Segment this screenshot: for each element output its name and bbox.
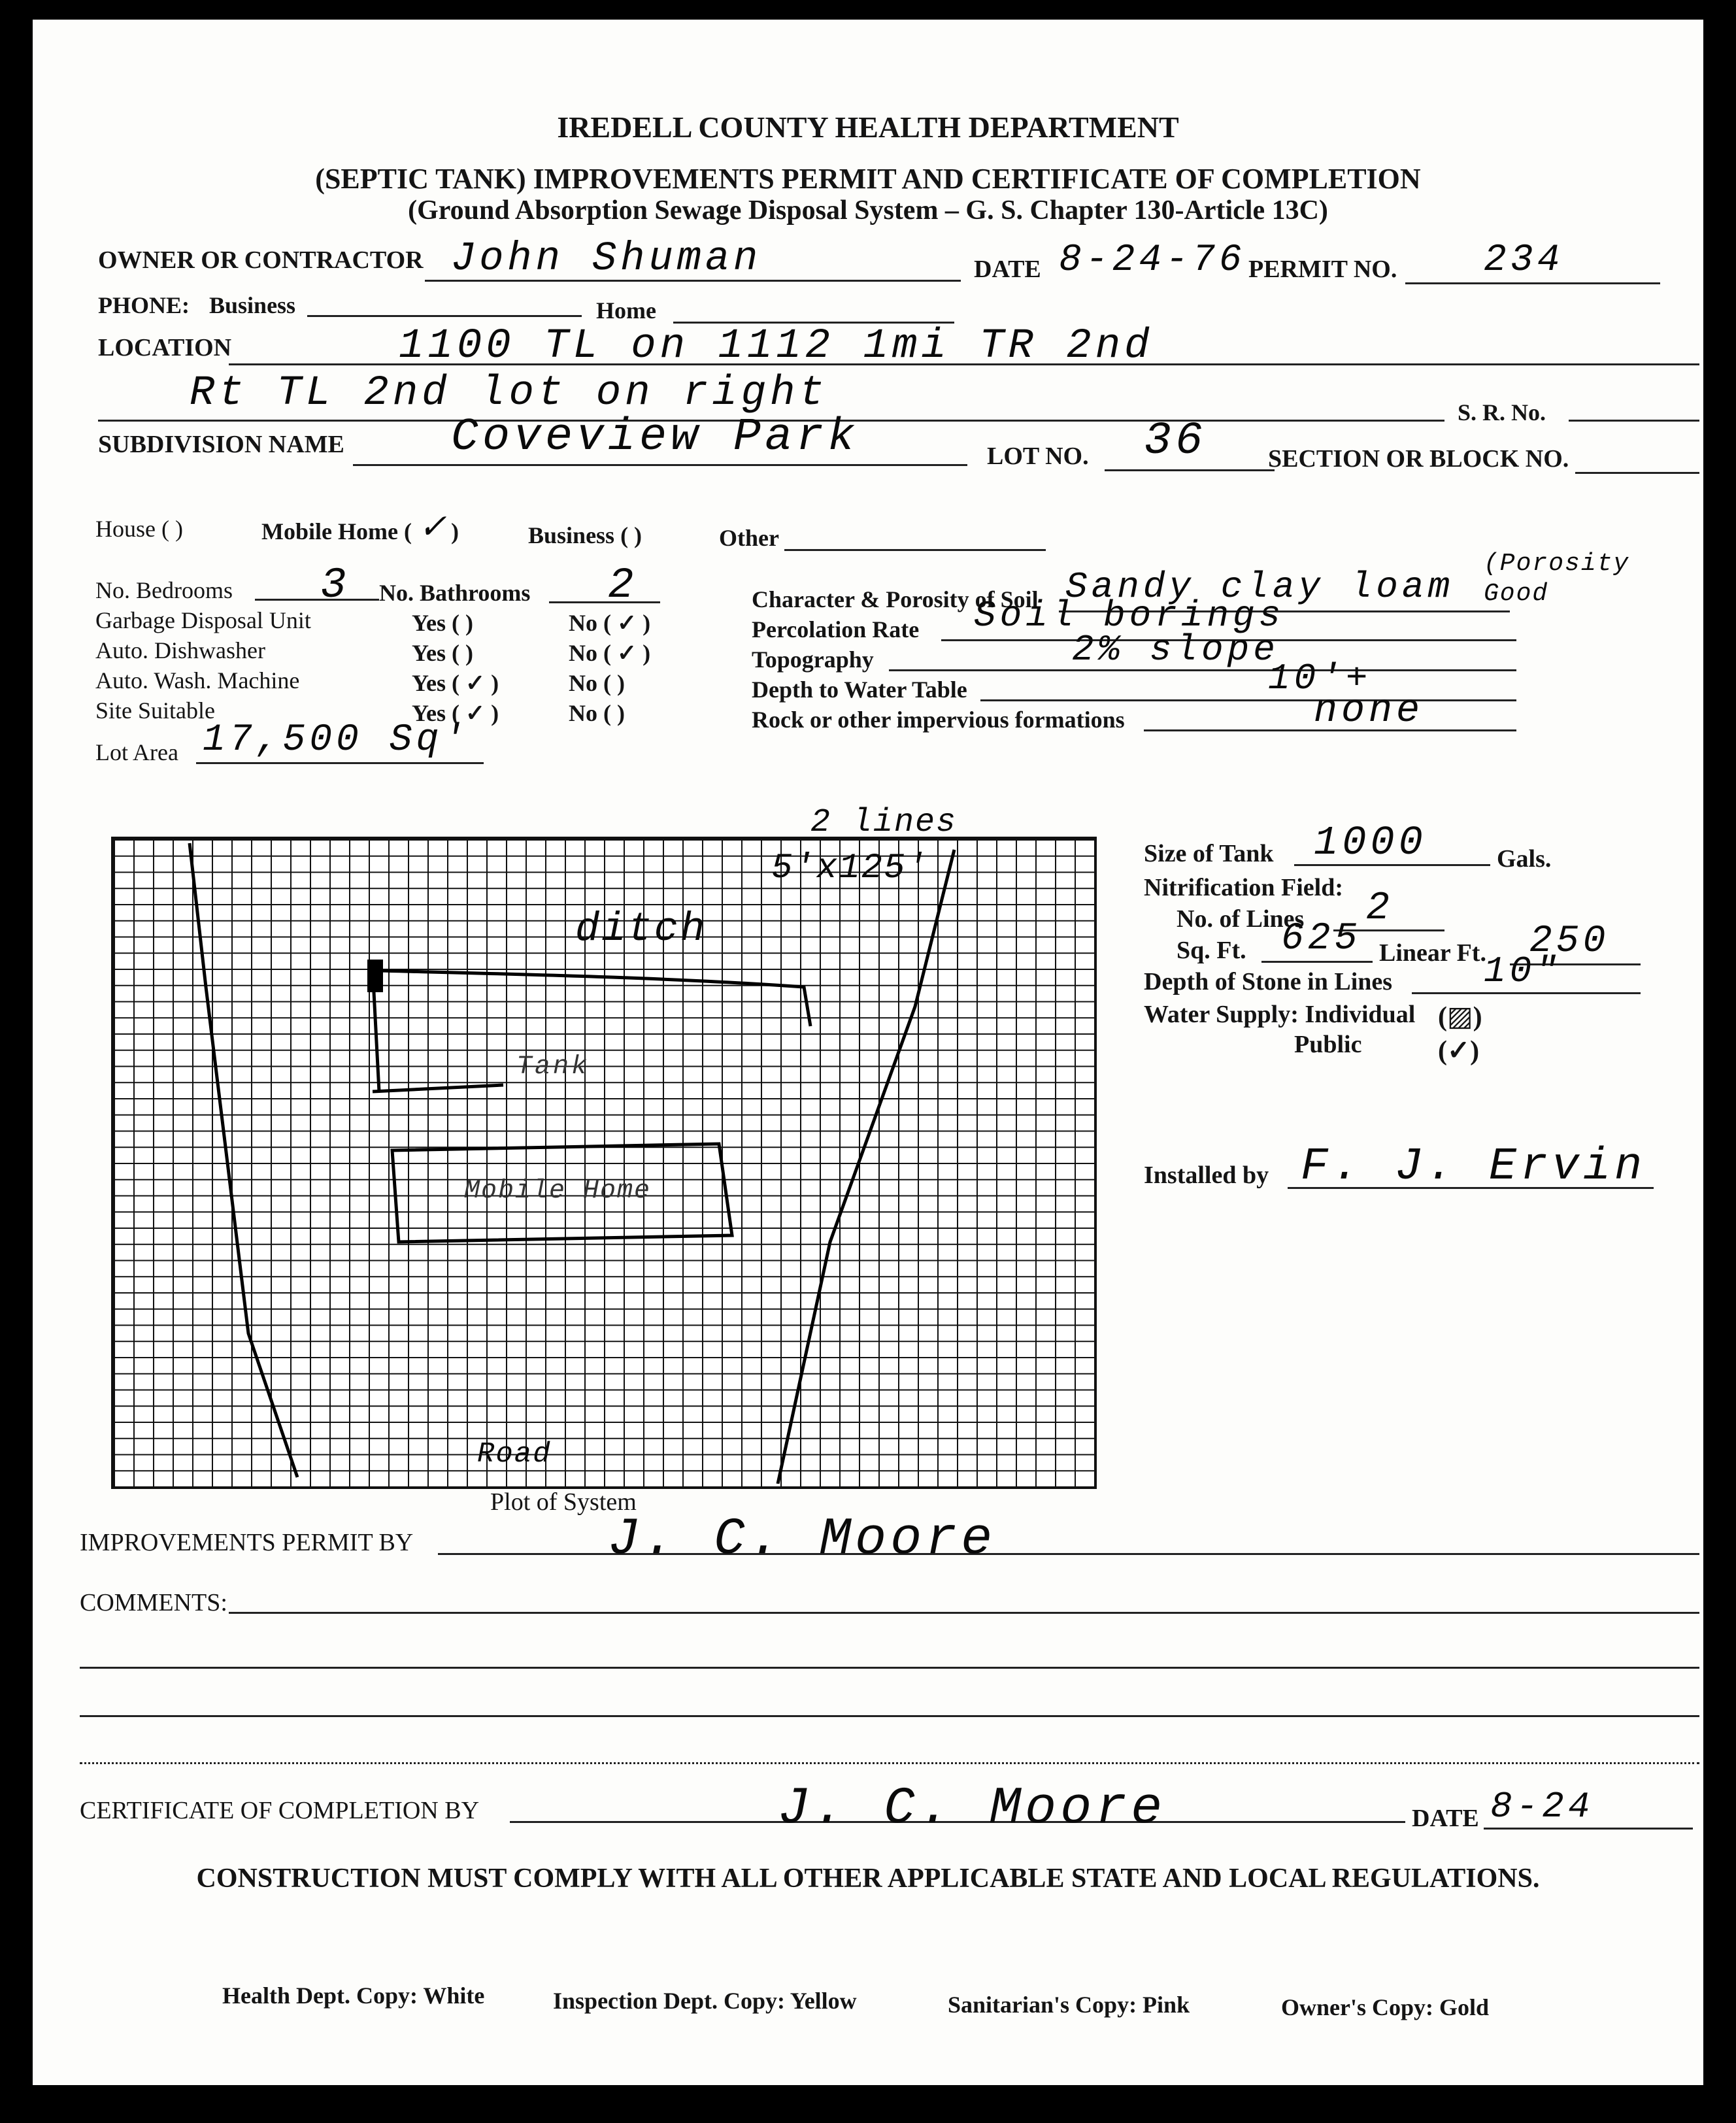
owner-label: OWNER OR CONTRACTOR (98, 246, 424, 274)
house-option: House ( ) (95, 516, 183, 542)
installed-label: Installed by (1144, 1162, 1269, 1189)
garbage-no: No ( ✓ ) (569, 610, 651, 636)
certificate-date-value: 8-24 (1490, 1786, 1594, 1828)
form-subtitle: (Ground Absorption Sewage Disposal System – G. S. Chapter 130-Article 13C) (408, 195, 1328, 226)
plot-note-ditch: ditch (575, 906, 707, 952)
stone-value: 10" (1484, 950, 1561, 992)
other-label: Other (719, 525, 779, 551)
location-line1: 1100 TL on 1112 1mi TR 2nd (399, 323, 1154, 370)
owner-value: John Shuman (451, 235, 762, 282)
permit-value: 234 (1484, 239, 1564, 282)
public-label: Public (1294, 1031, 1362, 1058)
lines-value: 2 (1366, 886, 1394, 931)
site-yes: Yes ( ✓ ) (412, 700, 499, 726)
location-line2: Rt TL 2nd lot on right (190, 370, 828, 417)
phone-home-label: Home (596, 297, 656, 324)
plot-note-size: 5'x125' (771, 848, 929, 888)
rock-value: none (1314, 689, 1424, 733)
garbage-label: Garbage Disposal Unit (95, 607, 311, 633)
plot-note-tank: Tank (516, 1052, 590, 1082)
tank-size-value: 1000 (1314, 820, 1427, 866)
form-title: (SEPTIC TANK) IMPROVEMENTS PERMIT AND CERTIFICATE OF COMPLETION (315, 163, 1421, 195)
soil-character-value: Sandy clay loam (1065, 566, 1454, 608)
lot-area-label: Lot Area (95, 739, 178, 765)
plot-note-road: Road (477, 1438, 552, 1471)
mobile-home-close: ) (451, 518, 459, 544)
copy-health: Health Dept. Copy: White (222, 1982, 485, 2009)
phone-business-label: Business (209, 292, 296, 318)
agency-title: IREDELL COUNTY HEALTH DEPARTMENT (557, 110, 1179, 144)
porosity-note: (Porosity Good (1484, 550, 1630, 608)
site-label: Site Suitable (95, 697, 215, 724)
garbage-yes: Yes ( ) (412, 610, 473, 636)
water-table-value: 10'+ (1268, 658, 1372, 699)
bathrooms-value: 2 (608, 561, 638, 610)
dishwasher-yes: Yes ( ) (412, 640, 473, 666)
lines-label: No. of Lines (1177, 905, 1305, 933)
copy-owner: Owner's Copy: Gold (1281, 1994, 1490, 2020)
water-table-label: Depth to Water Table (752, 677, 967, 703)
wash-label: Auto. Wash. Machine (95, 667, 300, 694)
lot-no-label: LOT NO. (987, 443, 1089, 470)
dishwasher-no: No ( ✓ ) (569, 640, 651, 666)
linear-label: Linear Ft. (1379, 939, 1486, 967)
phone-label: PHONE: (98, 292, 190, 318)
permit-label: PERMIT NO. (1248, 256, 1397, 283)
bathrooms-label: No. Bathrooms (379, 580, 531, 606)
compliance-notice: CONSTRUCTION MUST COMPLY WITH ALL OTHER APPLICABLE STATE AND LOCAL REGULATIONS. (196, 1864, 1540, 1894)
subdivision-label: SUBDIVISION NAME (98, 431, 344, 458)
sr-no-label: S. R. No. (1458, 399, 1546, 426)
certificate-signature: J. C. Moore (778, 1779, 1167, 1839)
stone-label: Depth of Stone in Lines (1144, 968, 1393, 995)
topo-value: 2% slope (1072, 629, 1279, 671)
mobile-home-check: ✓ (418, 510, 451, 548)
copy-sanitarian: Sanitarian's Copy: Pink (948, 1992, 1190, 2018)
business-option: Business ( ) (528, 522, 643, 548)
mobile-home-option: Mobile Home ( (261, 518, 412, 544)
sqft-value: 625 (1281, 918, 1361, 960)
site-no: No ( ) (569, 700, 625, 726)
section-label: SECTION OR BLOCK NO. (1268, 445, 1569, 473)
date-value: 8-24-76 (1059, 239, 1246, 282)
permit-form (33, 20, 1703, 2085)
subdivision-value: Coveview Park (451, 412, 860, 463)
lot-area-value: 17,500 Sq' (203, 719, 470, 761)
copy-inspection: Inspection Dept. Copy: Yellow (553, 1988, 857, 2014)
water-supply-label: Water Supply: Individual (1144, 1001, 1416, 1028)
perc-value: Soil borings (974, 595, 1285, 637)
lot-no-value: 36 (1144, 416, 1207, 467)
location-label: LOCATION (98, 334, 232, 361)
tank-gals: Gals. (1497, 845, 1552, 873)
plot-caption: Plot of System (490, 1488, 637, 1516)
tank-size-label: Size of Tank (1144, 840, 1274, 867)
soil-character-label: Character & Porosity of Soil (752, 586, 1039, 612)
field-label: Nitrification Field: (1144, 874, 1343, 901)
dishwasher-label: Auto. Dishwasher (95, 637, 265, 663)
linear-value: 250 (1529, 920, 1610, 963)
certificate-label: CERTIFICATE OF COMPLETION BY (80, 1797, 480, 1824)
topo-label: Topography (752, 646, 874, 673)
comments-label: COMMENTS: (80, 1589, 227, 1616)
perc-label: Percolation Rate (752, 616, 920, 643)
individual-box: (▨) (1438, 1002, 1482, 1032)
public-check: (✓) (1438, 1036, 1480, 1066)
date-label: DATE (974, 256, 1041, 283)
bedrooms-label: No. Bedrooms (95, 577, 233, 603)
installed-value: F. J. Ervin (1301, 1141, 1646, 1193)
improvements-signature: J. C. Moore (608, 1510, 997, 1569)
sqft-label: Sq. Ft. (1177, 937, 1246, 964)
certificate-date-label: DATE (1412, 1805, 1479, 1832)
bedrooms-value: 3 (320, 561, 350, 610)
rock-label: Rock or other impervious formations (752, 707, 1125, 733)
plot-note-home: Mobile Home (464, 1177, 652, 1206)
wash-no: No ( ) (569, 670, 625, 696)
plot-note-lines: 2 lines (810, 804, 958, 841)
wash-yes: Yes ( ✓ ) (412, 670, 499, 696)
improvements-label: IMPROVEMENTS PERMIT BY (80, 1529, 414, 1556)
